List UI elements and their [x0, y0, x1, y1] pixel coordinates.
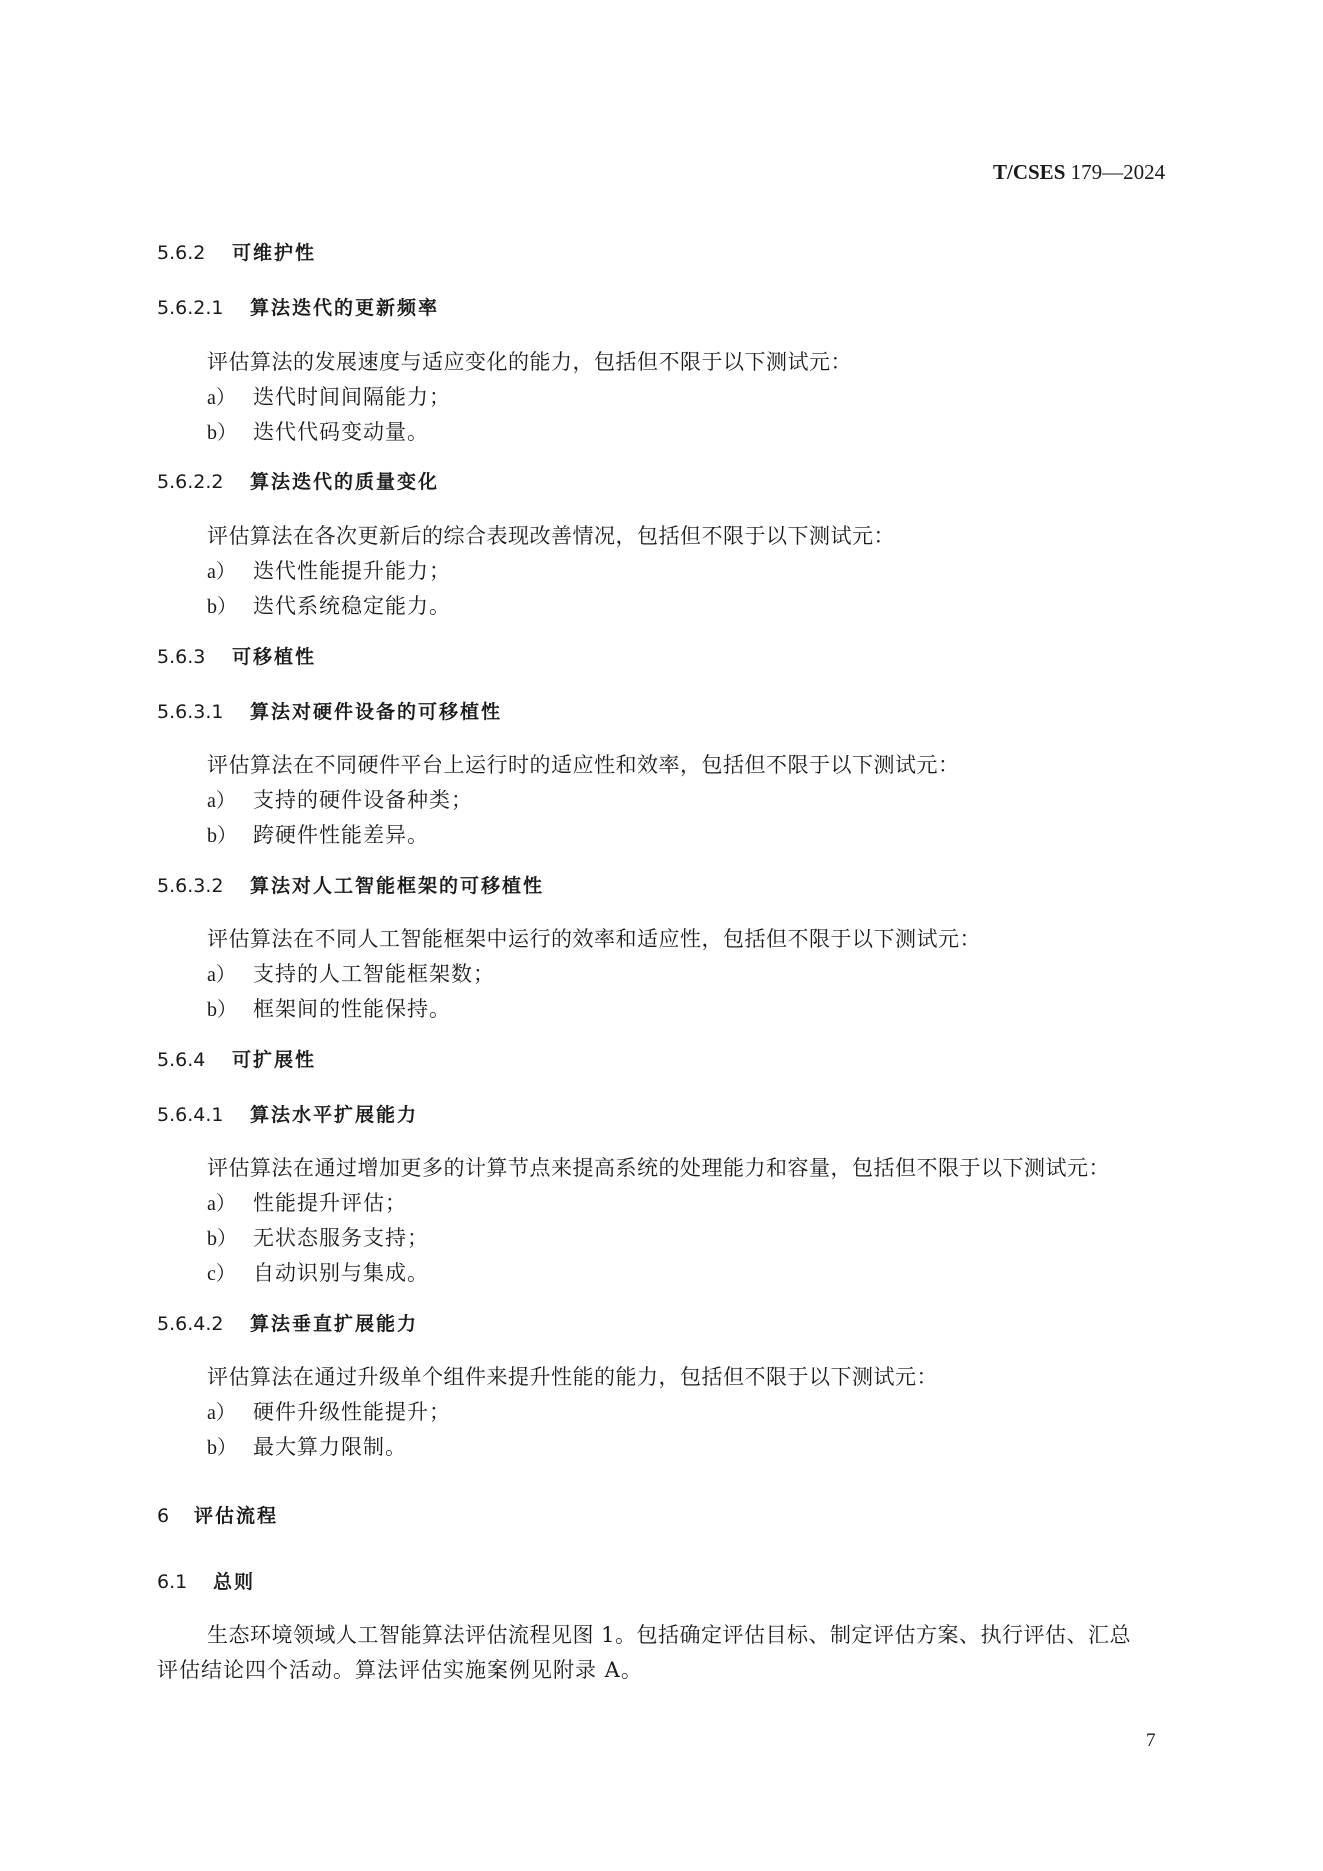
heading-number: 6: [157, 1505, 170, 1527]
list-text: 支持的硬件设备种类；: [253, 788, 473, 812]
list-text: 自动识别与集成。: [253, 1261, 429, 1285]
paragraph-line: 生态环境领域人工智能算法评估流程见图 1。包括确定评估目标、制定评估方案、执行评估、汇总: [207, 1623, 1132, 1647]
heading-number: 5.6.4.1: [157, 1104, 224, 1126]
list-item: [207, 784, 473, 814]
heading-title: 算法对硬件设备的可移植性: [250, 701, 503, 723]
heading-5-6-3-1: [157, 697, 502, 724]
list-marker: a）: [207, 387, 236, 409]
list-item: [207, 1257, 429, 1287]
list-text: 跨硬件性能差异。: [253, 823, 429, 847]
heading-5-6-2: [157, 238, 316, 265]
heading-5-6-4-1: [157, 1100, 418, 1127]
heading-6-1: [157, 1567, 255, 1594]
paragraph: 评估算法在通过增加更多的计算节点来提高系统的处理能力和容量，包括但不限于以下测试元：: [207, 1156, 1110, 1180]
heading-title: 可移植性: [232, 646, 317, 668]
list-item: [207, 819, 429, 849]
heading-number: 5.6.2.1: [157, 297, 224, 319]
doc-code-number: 179—2024: [1070, 160, 1166, 184]
list-marker: b）: [207, 825, 237, 847]
list-text: 无状态服务支持；: [253, 1226, 429, 1250]
list-item: [207, 958, 495, 988]
list-item: [207, 555, 451, 585]
heading-5-6-3-2: [157, 871, 544, 898]
paragraph: 评估算法在各次更新后的综合表现改善情况，包括但不限于以下测试元：: [207, 524, 895, 548]
heading-number: 5.6.2.2: [157, 471, 224, 493]
heading-number: 5.6.4: [157, 1049, 206, 1071]
list-text: 迭代代码变动量。: [253, 420, 429, 444]
paragraph: 评估算法的发展速度与适应变化的能力，包括但不限于以下测试元：: [207, 350, 852, 374]
list-marker: c）: [207, 1263, 236, 1285]
heading-title: 总则: [213, 1571, 256, 1593]
heading-5-6-2-2: [157, 467, 439, 494]
list-text: 硬件升级性能提升；: [253, 1400, 451, 1424]
list-item: [207, 1187, 407, 1217]
heading-number: 5.6.2: [157, 242, 206, 264]
list-text: 迭代时间间隔能力；: [253, 385, 451, 409]
list-item: [207, 1396, 451, 1426]
list-marker: b）: [207, 1437, 237, 1459]
list-item: [207, 1222, 429, 1252]
heading-6: [157, 1501, 278, 1528]
list-marker: a）: [207, 964, 236, 986]
heading-title: 评估流程: [194, 1505, 279, 1527]
doc-code-prefix: T/CSES: [993, 160, 1066, 184]
list-marker: b）: [207, 596, 237, 618]
list-item: [207, 590, 451, 620]
heading-5-6-4: [157, 1045, 316, 1072]
list-text: 迭代性能提升能力；: [253, 559, 451, 583]
list-marker: b）: [207, 1228, 237, 1250]
page-number: 7: [1146, 1730, 1156, 1751]
heading-title: 可维护性: [232, 242, 317, 264]
heading-title: 可扩展性: [232, 1049, 317, 1071]
paragraph-line: 评估结论四个活动。算法评估实施案例见附录 A。: [157, 1658, 643, 1682]
heading-5-6-4-2: [157, 1309, 418, 1336]
list-marker: a）: [207, 561, 236, 583]
heading-title: 算法迭代的更新频率: [250, 297, 440, 319]
paragraph: 评估算法在不同人工智能框架中运行的效率和适应性，包括但不限于以下测试元：: [207, 927, 981, 951]
heading-title: 算法垂直扩展能力: [250, 1313, 419, 1335]
list-marker: b）: [207, 999, 237, 1021]
list-text: 框架间的性能保持。: [253, 997, 451, 1021]
list-item: [207, 381, 451, 411]
list-item: [207, 416, 429, 446]
heading-number: 5.6.3.1: [157, 701, 224, 723]
list-text: 迭代系统稳定能力。: [253, 594, 451, 618]
heading-number: 5.6.3: [157, 646, 206, 668]
paragraph: 评估算法在不同硬件平台上运行时的适应性和效率，包括但不限于以下测试元：: [207, 753, 960, 777]
heading-number: 6.1: [157, 1571, 188, 1593]
list-marker: a）: [207, 790, 236, 812]
list-item: [207, 1431, 407, 1461]
paragraph: 评估算法在通过升级单个组件来提升性能的能力，包括但不限于以下测试元：: [207, 1365, 938, 1389]
heading-5-6-2-1: [157, 293, 439, 320]
heading-number: 5.6.4.2: [157, 1313, 224, 1335]
list-marker: a）: [207, 1193, 236, 1215]
heading-title: 算法水平扩展能力: [250, 1104, 419, 1126]
list-text: 最大算力限制。: [253, 1435, 407, 1459]
list-marker: b）: [207, 422, 237, 444]
list-item: [207, 993, 451, 1023]
heading-title: 算法迭代的质量变化: [250, 471, 440, 493]
heading-5-6-3: [157, 642, 316, 669]
list-text: 性能提升评估；: [253, 1191, 407, 1215]
document-code: [993, 160, 1165, 185]
list-text: 支持的人工智能框架数；: [253, 962, 495, 986]
heading-title: 算法对人工智能框架的可移植性: [250, 875, 545, 897]
list-marker: a）: [207, 1402, 236, 1424]
heading-number: 5.6.3.2: [157, 875, 224, 897]
